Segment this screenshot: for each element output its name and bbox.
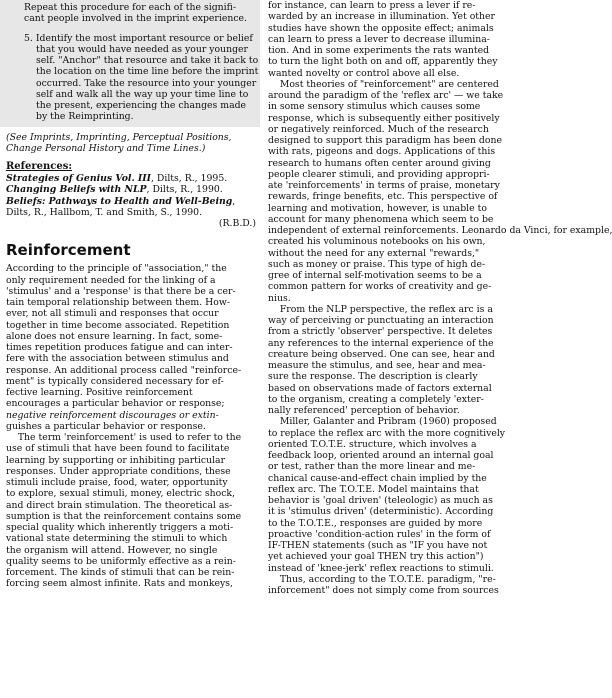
body-line: studies have shown the opposite effect; animals <box>268 22 494 34</box>
reference-rest: , Dilts, R., 1990. <box>146 184 223 196</box>
body-line: only requirement needed for the linking of a <box>6 274 216 286</box>
body-line: to the T.O.T.E., responses are guided by more <box>268 517 483 529</box>
right-column <box>268 0 612 596</box>
body-line: without the need for any external "rewards," <box>268 247 480 259</box>
body-line: forcing seem almost infinite. Rats and monkeys, <box>6 578 233 590</box>
step-5-line: the present, experiencing the changes made <box>36 100 247 111</box>
body-line: warded by an increase in illumination. Yet other <box>268 11 495 23</box>
body-line: reflex arc. The T.O.T.E. Model maintains that <box>268 483 479 495</box>
left-column <box>0 0 260 590</box>
body-line: Miller, Galanter and Pribram (1960) proposed <box>268 416 497 428</box>
body-line: tain temporal relationship between them. How- <box>6 297 230 308</box>
body-line: inforcement" does not simply come from sources <box>268 585 499 596</box>
body-line: times repetition produces fatigue and can inter- <box>6 342 233 353</box>
body-line: alone does not ensure learning. In fact, some- <box>6 330 223 342</box>
reinforcement-body <box>0 263 260 589</box>
body-line: to the organism, creating a completely 'exter- <box>268 393 484 405</box>
step-5-line: that you would have needed as your younger <box>36 43 248 55</box>
body-line: to explore, sexual stimuli, money, electric shock, <box>6 488 236 500</box>
step-5-line: the location on the time line before the imprint <box>36 66 259 78</box>
step-5-line: occurred. Take the resource into your younger <box>36 77 257 89</box>
body-line: it is 'stimulus driven' (deterministic). According <box>268 506 494 518</box>
references-title: References: <box>6 161 73 172</box>
body-line: 'stimulus' and a 'response' is that there be a cer- <box>6 285 236 297</box>
body-line: based on observations made of factors external <box>268 382 492 394</box>
reference-title: Beliefs: Pathways to Health and Well-Being <box>6 195 233 207</box>
body-line: learning by supporting or inhibiting particular <box>6 454 226 466</box>
body-line: Most theories of "reinforcement" are centered <box>268 78 499 90</box>
body-line: together in time become associated. Repetition <box>6 319 230 331</box>
body-line: such as money or praise. This type of high de- <box>268 258 486 270</box>
body-line: wanted novelty or control above all else. <box>268 67 460 79</box>
reference-rest: , Dilts, R., 1995. <box>150 173 228 184</box>
body-line: learning and motivation, however, is unable to <box>268 202 487 214</box>
step-5-line: by the Reimprinting. <box>36 111 134 123</box>
body-line: Thus, according to the T.O.T.E. paradigm, "re- <box>268 573 496 585</box>
body-line: measure the stimulus, and see, hear and mea- <box>268 360 486 371</box>
body-line: vational state determining the stimuli to which <box>6 533 228 545</box>
body-line: chanical cause-and-effect chain implied by the <box>268 472 487 484</box>
body-line: The term 'reinforcement' is used to refer to the <box>6 432 242 443</box>
step-5-line: self. "Anchor" that resource and take it back to <box>36 55 259 66</box>
body-line: with rats, pigeons and dogs. Applications of this <box>268 146 496 158</box>
body-line: to turn the light both on and off, apparently they <box>268 56 498 68</box>
body-line: instead of 'knee-jerk' reflex reactions to stimuli. <box>268 562 494 574</box>
step-5-line: 5. Identify the most important resource or belief <box>24 32 253 44</box>
body-line: designed to support this paradigm has been done <box>268 135 502 146</box>
body-line: special quality which inherently triggers a moti- <box>6 522 234 533</box>
body-line: negative reinforcement discourages or extin- <box>6 409 219 421</box>
step-5-line: self and walk all the way up your time line to <box>36 88 249 100</box>
box-line: Repeat this procedure for each of the signifi- <box>24 2 236 13</box>
body-line: oriented T.O.T.E. structure, which involves a <box>268 438 477 450</box>
body-line: ment" is typically considered necessary for ef- <box>6 375 224 387</box>
procedure-box <box>0 0 260 127</box>
body-line: for instance, can learn to press a lever if re- <box>268 0 476 11</box>
body-line: From the NLP perspective, the reflex arc is a <box>268 303 493 315</box>
reference-rest: , <box>232 195 236 207</box>
body-line: fere with the association between stimulus and <box>6 353 229 365</box>
body-line: yet achieved your goal THEN try this action") <box>268 551 484 563</box>
body-line: or test, rather than the more linear and me- <box>268 461 476 473</box>
body-line: nally referenced' perception of behavior. <box>268 405 460 416</box>
body-line: rewards, fringe benefits, etc. This perspective of <box>268 191 498 203</box>
body-line: sure the response. The description is clearly <box>268 371 478 383</box>
body-line: response. An additional process called "reinforce- <box>6 364 242 376</box>
body-line: created his voluminous notebooks on his own, <box>268 236 486 248</box>
body-line: quality seems to be uniformly effective as a rein- <box>6 555 236 567</box>
body-line: stimuli include praise, food, water, opportunity <box>6 477 228 488</box>
body-line: account for many phenomena which seem to be <box>268 213 494 225</box>
body-line: sumption is that the reinforcement contains some <box>6 510 242 522</box>
body-line: any references to the internal experience of the <box>268 337 494 349</box>
body-line: encourages a particular behavior or response; <box>6 398 225 410</box>
body-line: response, which is subsequently either positively <box>268 112 500 124</box>
body-line: nius. <box>268 292 291 304</box>
body-line: IF-THEN statements (such as "IF you have not <box>268 540 488 551</box>
box-line: cant people involved in the imprint experience. <box>24 13 248 25</box>
reference-title: Strategies of Genius Vol. III <box>6 173 151 184</box>
author-initials: (R.B.D.) <box>218 218 256 229</box>
body-line: ate 'reinforcements' in terms of praise, monetary <box>268 180 500 191</box>
body-line: people clearer stimuli, and providing appropri- <box>268 168 490 180</box>
body-line: research to humans often center around giving <box>268 157 491 169</box>
body-line: in some sensory stimulus which causes some <box>268 101 481 113</box>
section-heading: Reinforcement <box>6 241 131 260</box>
body-line: tion. And in some experiments the rats wanted <box>268 45 490 56</box>
body-line: behavior is 'goal driven' (teleologic) as much as <box>268 495 493 506</box>
body-line: and direct brain stimulation. The theoretical as- <box>6 499 233 511</box>
body-line: the organism will attend. However, no single <box>6 544 218 556</box>
body-line: feedback loop, oriented around an internal goal <box>268 450 494 461</box>
body-line: way of perceiving or punctuating an interaction <box>268 315 494 326</box>
body-line: According to the principle of "association," the <box>6 263 227 275</box>
body-line: responses. Under appropriate conditions, these <box>6 465 231 477</box>
body-line: forcement. The kinds of stimuli that can be rein- <box>6 567 235 578</box>
body-line: fective learning. Positive reinforcement <box>6 387 193 398</box>
see-also-line: (See Imprints, Imprinting, Perceptual Positions, <box>6 131 232 143</box>
body-line: can learn to press a lever to decrease illumina- <box>268 33 490 45</box>
body-line: around the paradigm of the 'reflex arc' — we take <box>268 90 504 101</box>
body-line: ever, not all stimuli and responses that occur <box>6 308 219 320</box>
reference-item <box>0 184 260 195</box>
reference-authors: Dilts, R., Hallbom, T. and Smith, S., 1990. <box>6 206 203 218</box>
reference-item <box>0 173 260 184</box>
body-line: to replace the reflex arc with the more cognitively <box>268 427 506 439</box>
body-line: independent of external reinforcements. Leonardo da Vinci, for example, <box>268 225 612 236</box>
body-line: creature being observed. One can see, hear and <box>268 348 495 360</box>
body-line: from a strictly 'observer' perspective. It deletes <box>268 326 493 338</box>
body-line: common pattern for works of creativity and ge- <box>268 281 492 293</box>
see-also-line: Change Personal History and Time Lines.) <box>6 142 206 154</box>
body-line: proactive 'condition-action rules' in the form of <box>268 528 491 540</box>
body-line: use of stimuli that have been found to facilitate <box>6 443 230 455</box>
body-line: or negatively reinforced. Much of the research <box>268 123 489 135</box>
reference-title: Changing Beliefs with NLP <box>6 184 147 196</box>
body-line: gree of internal self-motivation seems to be a <box>268 270 482 281</box>
body-line: guishes a particular behavior or response. <box>6 420 206 432</box>
reference-item <box>0 196 260 207</box>
